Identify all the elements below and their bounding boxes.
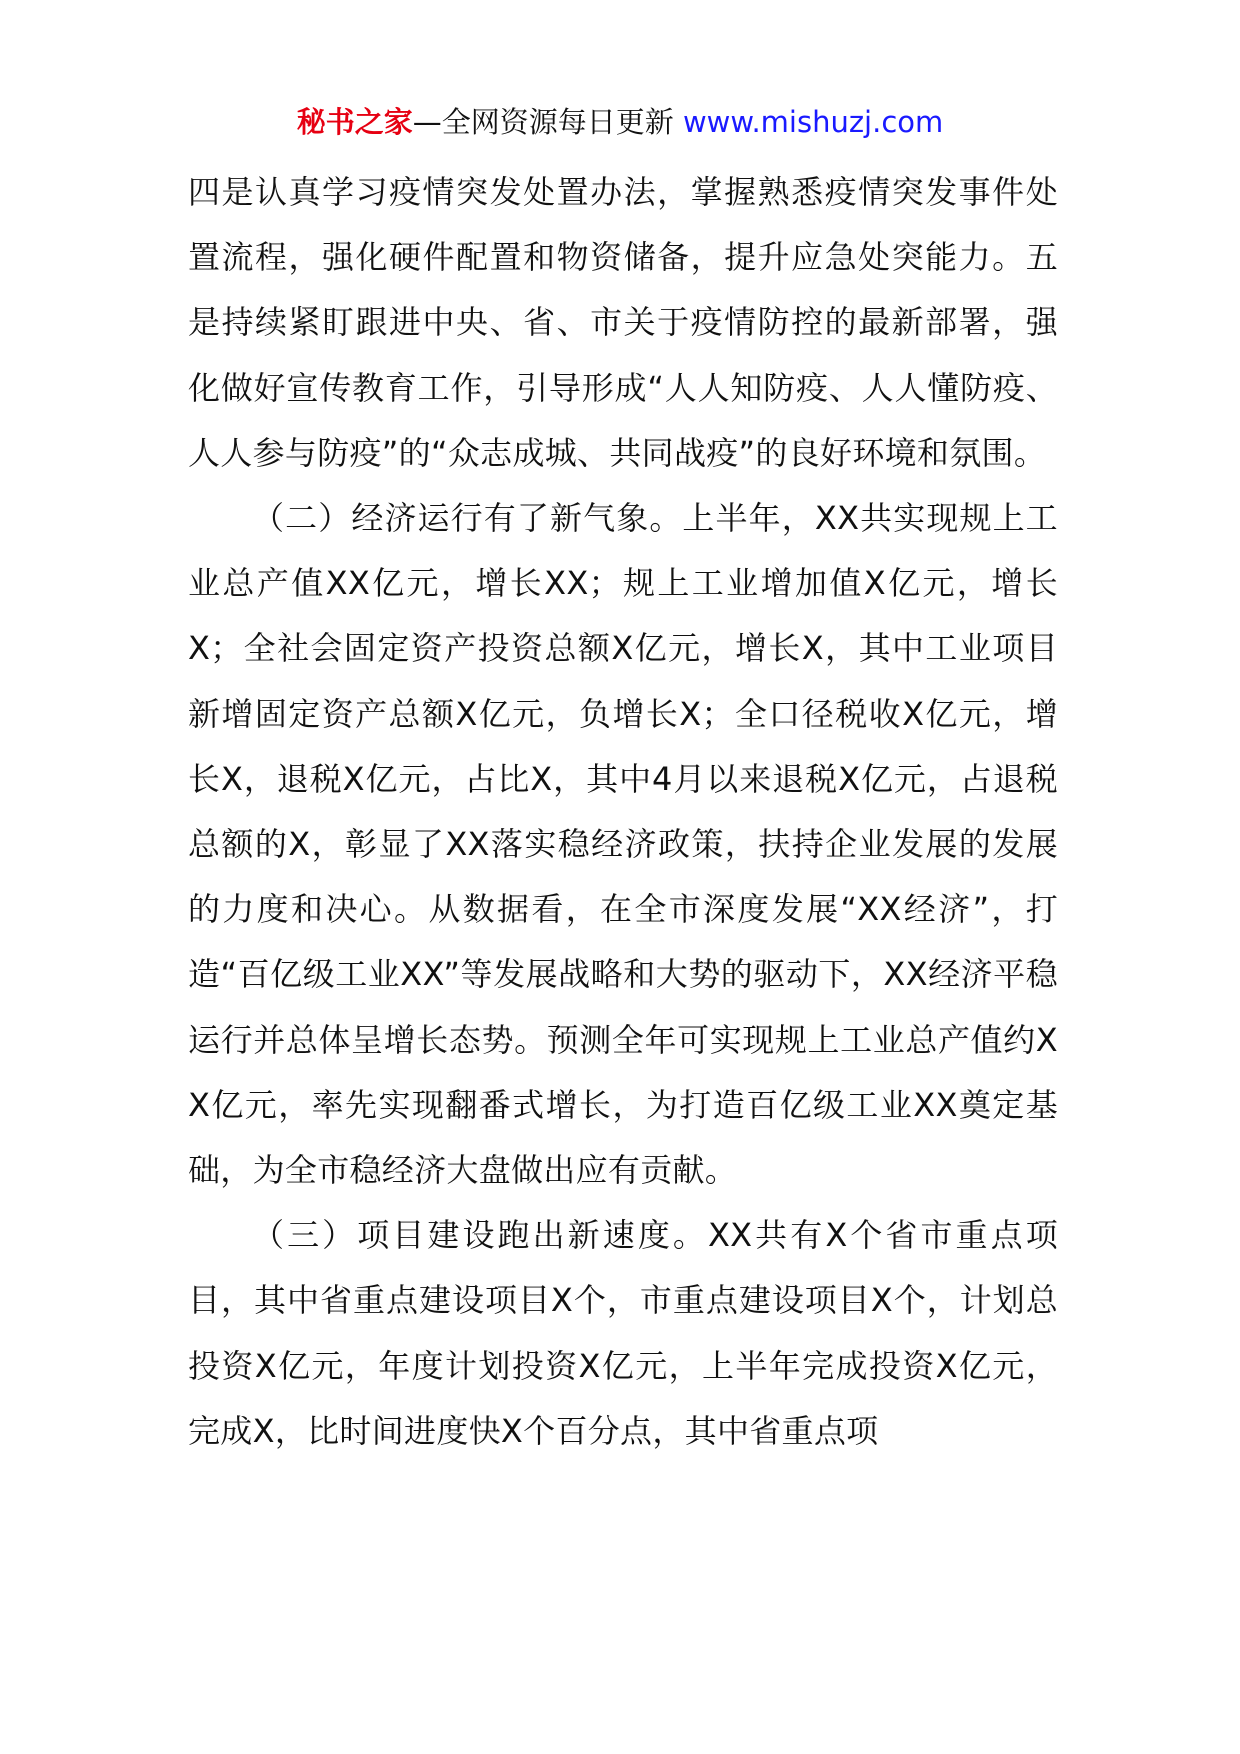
paragraph-continuation: 四是认真学习疫情突发处置办法，掌握熟悉疫情突发事件处置流程，强化硬件配置和物资储备，提升应急处突能力。五是持续紧盯跟进中央、省、市关于疫情防控的最新部署，强化做好宣传教育工作，引导形成“人人知防疫、人人懂防疫、人人参与防疫”的“众志成城、共同战疫”的良好环境和氛围。 xyxy=(188,173,1058,472)
header-tagline: —全网资源每日更新 xyxy=(412,105,674,139)
brand-name: 秘书之家 xyxy=(296,105,413,139)
website-link[interactable]: www.mishuzj.com xyxy=(682,105,944,139)
paragraph-economy: （二）经济运行有了新气象。上半年，XX共实现规上工业总产值XX亿元，增长XX；规上工业增加值X亿元，增长X；全社会固定资产投资总额X亿元，增长X，其中工业项目新增固定资产总额X亿元，负增长X；全口径税收X亿元，增长X，退税X亿元，占比X，其中4月以来退税X亿元，占退税总额的X，彰显了XX落实稳经济政策，扶持企业发展的发展的力度和决心。从数据看，在全市深度发展“XX经济”，打造“百亿级工业XX”等发展战略和大势的驱动下，XX经济平稳运行并总体呈增长态势。预测全年可实现规上工业总产值约XX亿元，率先实现翻番式增长，为打造百亿级工业XX奠定基础，为全市稳经济大盘做出应有贡献。 xyxy=(188,499,1058,1190)
document-body xyxy=(188,160,1058,1464)
page-header xyxy=(0,102,1240,142)
paragraph-projects: （三）项目建设跑出新速度。XX共有X个省市重点项目，其中省重点建设项目X个，市重点建设项目X个，计划总投资X亿元，年度计划投资X亿元，上半年完成投资X亿元，完成X，比时间进度快X个百分点，其中省重点项 xyxy=(188,1216,1058,1450)
